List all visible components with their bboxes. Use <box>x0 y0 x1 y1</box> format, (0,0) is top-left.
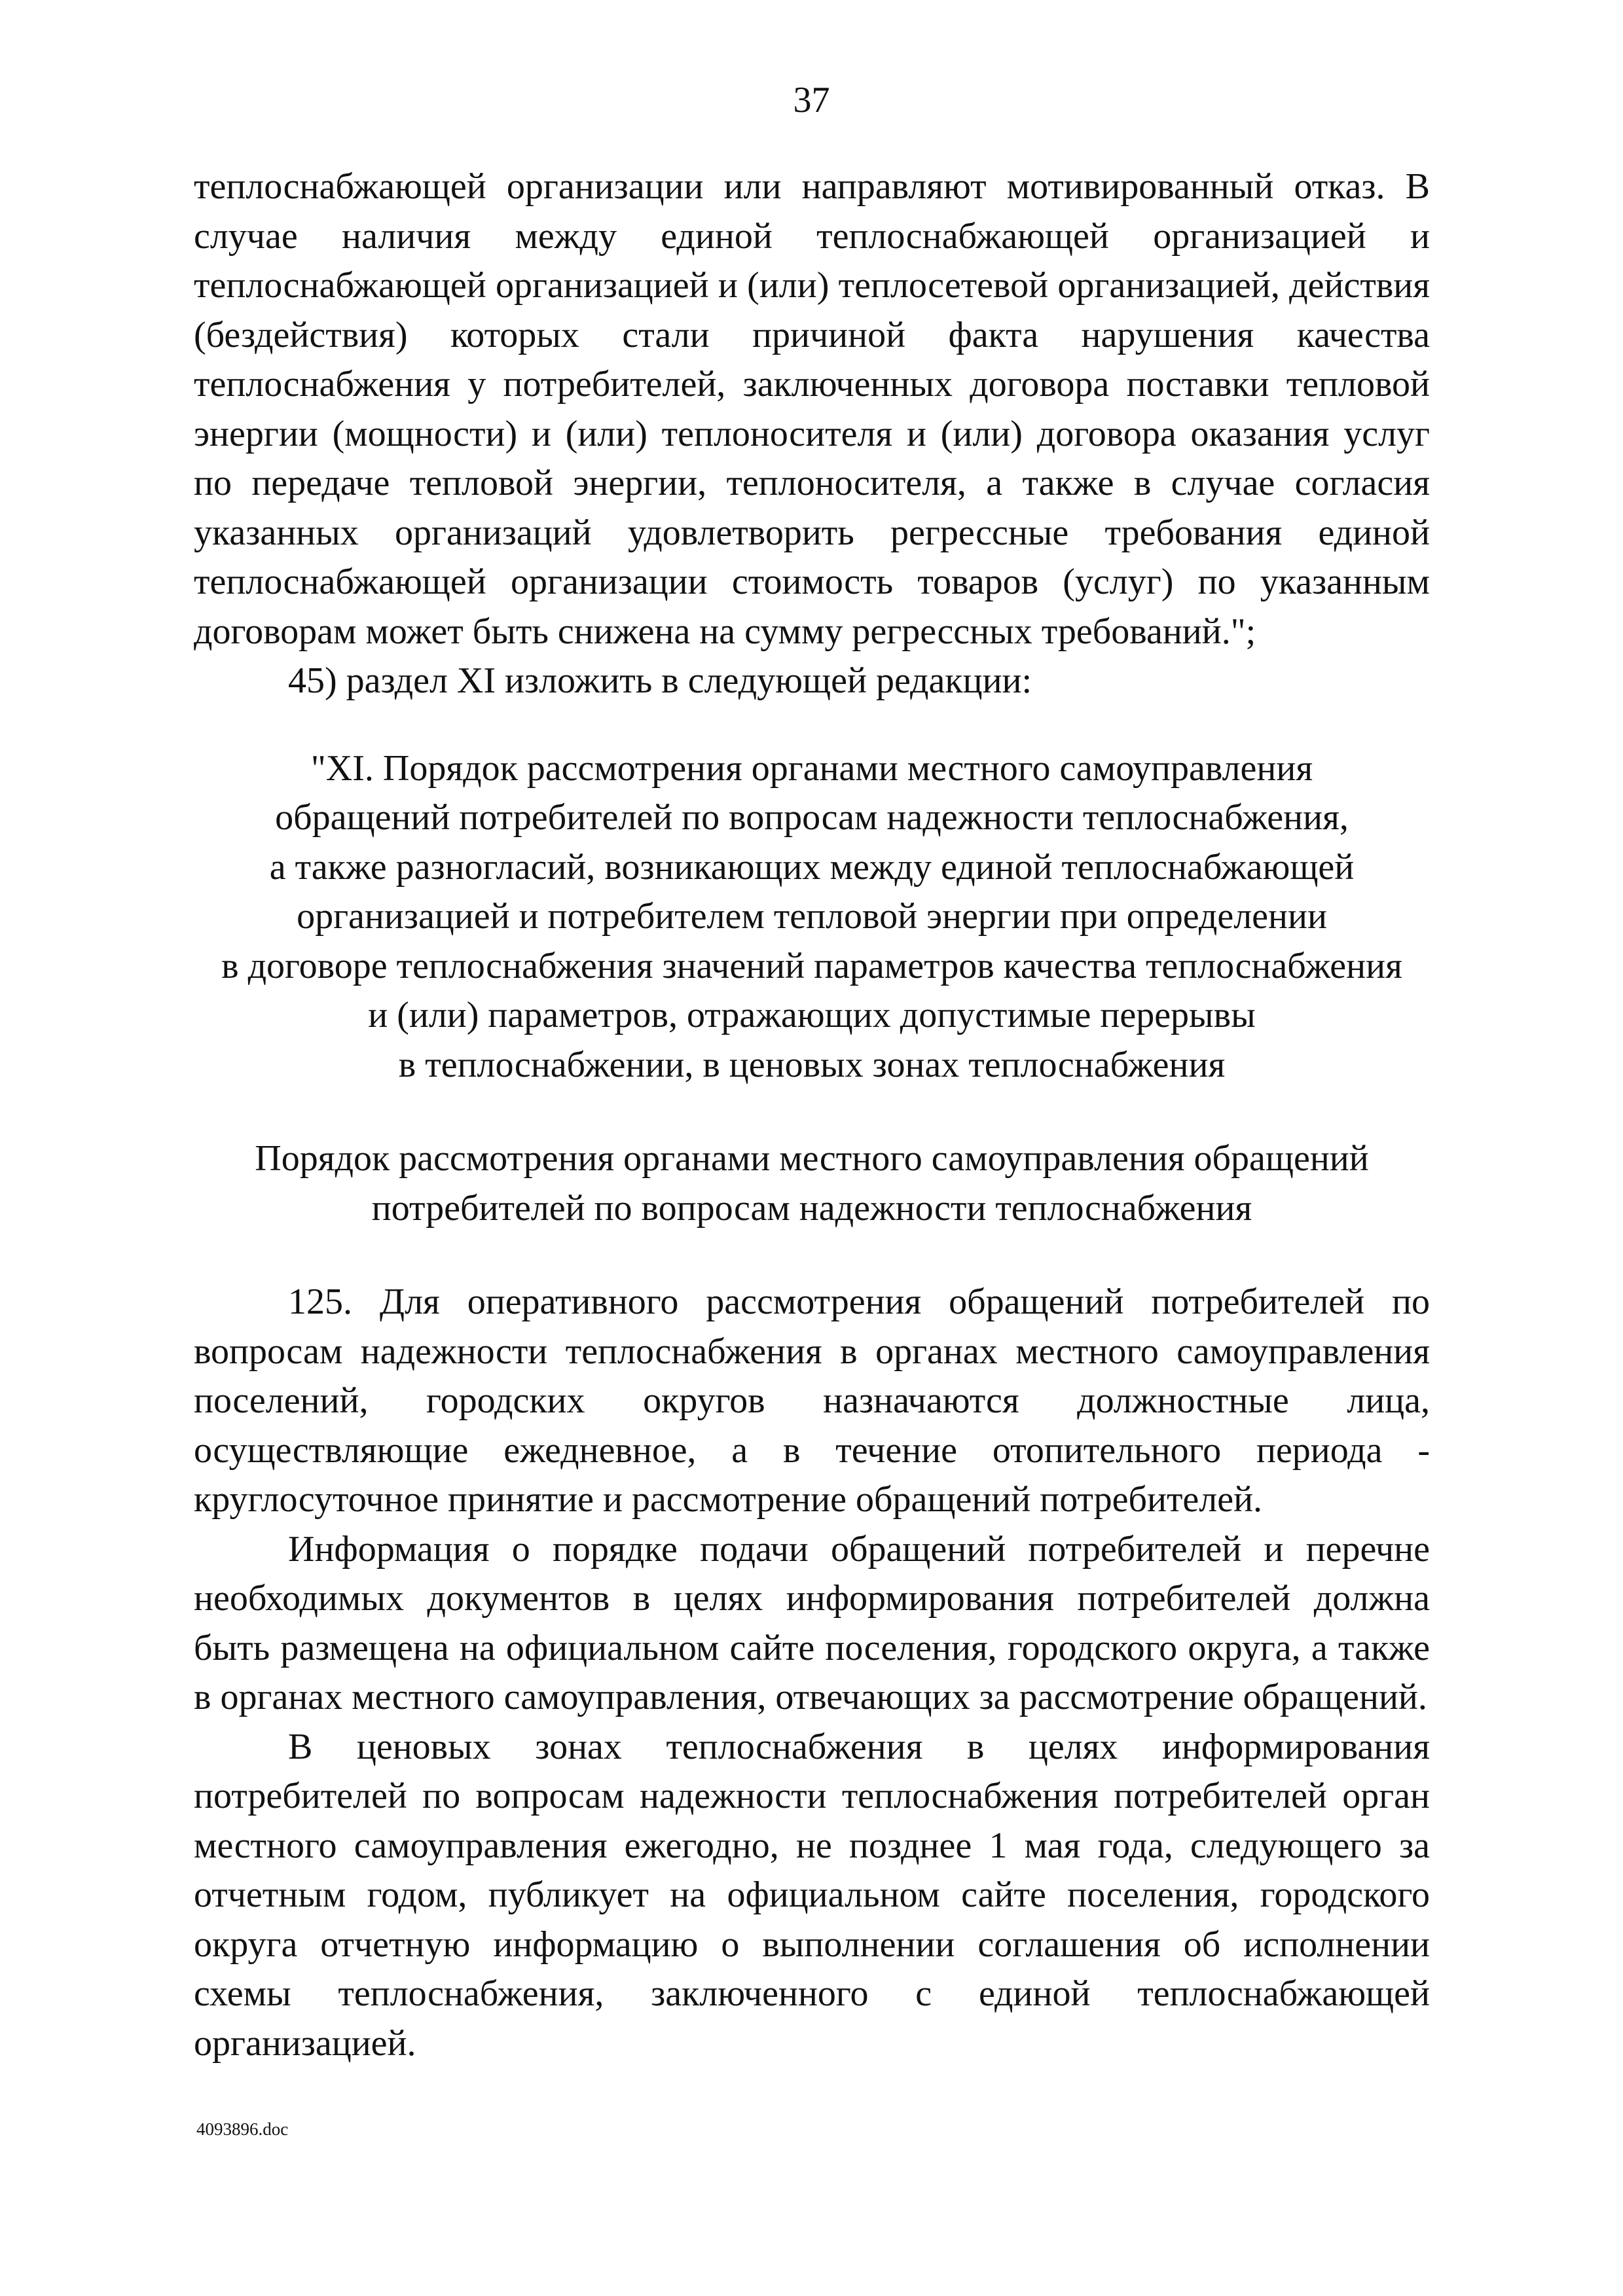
subsection-heading-line: Порядок рассмотрения органами местного самоуправления обращений <box>255 1138 1369 1179</box>
footer-filename: 4093896.doc <box>196 2119 289 2139</box>
subsection-heading-line: потребителей по вопросам надежности теплоснабжения <box>371 1187 1252 1229</box>
section-heading-line: и (или) параметров, отражающих допустимые перерывы <box>368 995 1256 1035</box>
spacer <box>194 1233 1430 1278</box>
list-item-45: 45) раздел XI изложить в следующей редакции: <box>288 660 1032 701</box>
section-heading-line: в договоре теплоснабжения значений параметров качества теплоснабжения <box>221 945 1402 986</box>
paragraph-information: Информация о порядке подачи обращений потребителей и перечне необходимых документов в целях информирования потребителей должна быть размещена на официальном сайте поселения, городского округа, а также в органах местного самоуправления, отвечающих за рассмотрение обращений. <box>194 1528 1430 1717</box>
paragraph-125: 125. Для оперативного рассмотрения обращений потребителей по вопросам надежности теплоснабжения в органах местного самоуправления поселений, городских округов назначаются должностные лица, осуществляющие ежедневное, а в течение отопительного периода - круглосуточное принятие и рассмотрение обращений потребителей. <box>194 1282 1430 1520</box>
section-heading-line: а также разногласий, возникающих между единой теплоснабжающей <box>269 846 1355 888</box>
page-number: 37 <box>793 80 830 120</box>
section-heading-line: организацией и потребителем тепловой энергии при определении <box>297 896 1327 937</box>
paragraph-price-zones: В ценовых зонах теплоснабжения в целях информирования потребителей по вопросам надежности теплоснабжения потребителей орган местного самоуправления ежегодно, не позднее 1 мая года, следующего за отчетным годом, публикует на официальном сайте поселения, городского округа отчетную информацию о выполнении соглашения об исполнении схемы теплоснабжения, заключенного с единой теплоснабжающей организацией. <box>194 1726 1430 2064</box>
document-body <box>194 162 1430 2068</box>
section-heading-line: в теплоснабжении, в ценовых зонах теплоснабжения <box>398 1044 1226 1085</box>
continuation-paragraph: теплоснабжающей организации или направляют мотивированный отказ. В случае наличия между единой теплоснабжающей организацией и теплоснабжающей организацией и (или) теплосетевой организацией, действия (бездействия) которых стали причиной факта нарушения качества теплоснабжения у потребителей, заключенных договора поставки тепловой энергии (мощности) и (или) теплоносителя и (или) договора оказания услуг по передаче тепловой энергии, теплоносителя, а также в случае согласия указанных организаций удовлетворить регрессные требования единой теплоснабжающей организации стоимость товаров (услуг) по указанным договорам может быть снижена на сумму регрессных требований."; <box>194 166 1430 652</box>
subsection-heading <box>194 1134 1430 1233</box>
section-heading <box>194 744 1430 1090</box>
section-heading-line: "XI. Порядок рассмотрения органами местного самоуправления <box>310 747 1313 789</box>
section-heading-line: обращений потребителей по вопросам надежности теплоснабжения, <box>275 797 1349 838</box>
